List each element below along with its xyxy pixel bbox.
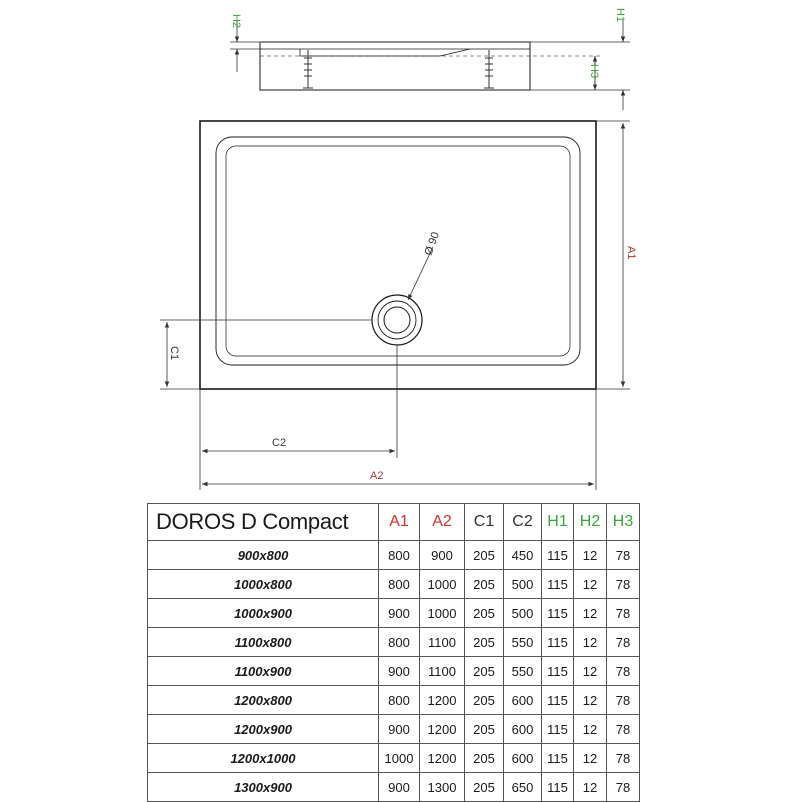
value-cell-a1: 1000 — [379, 744, 420, 773]
value-cell-h2: 12 — [574, 744, 607, 773]
value-cell-c2: 600 — [504, 715, 542, 744]
header-h1: H1 — [542, 504, 574, 541]
value-cell-c1: 205 — [465, 686, 504, 715]
table-row — [148, 773, 640, 802]
value-cell-h1: 115 — [542, 657, 574, 686]
value-cell-a1: 900 — [379, 657, 420, 686]
value-cell-h2: 12 — [574, 657, 607, 686]
value-cell-c1: 205 — [465, 570, 504, 599]
value-cell-c1: 205 — [465, 541, 504, 570]
table-row — [148, 657, 640, 686]
value-cell-h2: 12 — [574, 599, 607, 628]
table-body — [148, 541, 640, 802]
label-h3: H3 — [588, 64, 600, 79]
header-h3: H3 — [607, 504, 640, 541]
value-cell-h3: 78 — [607, 599, 640, 628]
value-cell-a2: 1200 — [420, 744, 465, 773]
value-cell-c1: 205 — [465, 773, 504, 802]
tray-outer-edge — [200, 121, 596, 389]
value-cell-a1: 800 — [379, 570, 420, 599]
value-cell-h1: 115 — [542, 628, 574, 657]
value-cell-c2: 550 — [504, 628, 542, 657]
header-h2: H2 — [574, 504, 607, 541]
dimension-h1-h3 — [530, 20, 630, 110]
model-cell: 1100x900 — [148, 657, 379, 686]
value-cell-c1: 205 — [465, 657, 504, 686]
value-cell-a2: 1300 — [420, 773, 465, 802]
value-cell-c1: 205 — [465, 744, 504, 773]
header-c1: C1 — [465, 504, 504, 541]
value-cell-c2: 500 — [504, 599, 542, 628]
header-c2: C2 — [504, 504, 542, 541]
value-cell-a2: 1000 — [420, 599, 465, 628]
value-cell-h3: 78 — [607, 715, 640, 744]
value-cell-c2: 650 — [504, 773, 542, 802]
value-cell-c2: 500 — [504, 570, 542, 599]
table-row — [148, 541, 640, 570]
value-cell-h2: 12 — [574, 686, 607, 715]
model-cell: 1000x900 — [148, 599, 379, 628]
model-cell: 1200x1000 — [148, 744, 379, 773]
value-cell-h3: 78 — [607, 570, 640, 599]
value-cell-h1: 115 — [542, 686, 574, 715]
value-cell-a1: 800 — [379, 628, 420, 657]
model-cell: 900x800 — [148, 541, 379, 570]
label-drain-diameter: Ø 90 — [422, 230, 442, 258]
value-cell-a1: 800 — [379, 541, 420, 570]
value-cell-h2: 12 — [574, 628, 607, 657]
label-a1: A1 — [625, 246, 637, 260]
dimensions-table — [147, 503, 640, 802]
value-cell-c2: 450 — [504, 541, 542, 570]
value-cell-h1: 115 — [542, 715, 574, 744]
dimension-a2 — [202, 389, 596, 490]
value-cell-c2: 600 — [504, 744, 542, 773]
table-title: DOROS D Compact — [148, 504, 379, 541]
top-view — [200, 121, 596, 389]
value-cell-c1: 205 — [465, 599, 504, 628]
drain-outer-ring — [372, 295, 422, 345]
side-view — [260, 42, 600, 90]
table-row — [148, 744, 640, 773]
value-cell-h3: 78 — [607, 657, 640, 686]
label-c1: C1 — [168, 346, 180, 361]
model-cell: 1300x900 — [148, 773, 379, 802]
table-row — [148, 570, 640, 599]
value-cell-a2: 900 — [420, 541, 465, 570]
label-h2: H2 — [230, 14, 242, 29]
value-cell-a2: 1200 — [420, 715, 465, 744]
label-a2: A2 — [370, 470, 384, 482]
value-cell-h1: 115 — [542, 541, 574, 570]
value-cell-a2: 1000 — [420, 570, 465, 599]
model-cell: 1000x800 — [148, 570, 379, 599]
value-cell-c2: 550 — [504, 657, 542, 686]
model-cell: 1200x800 — [148, 686, 379, 715]
value-cell-c1: 205 — [465, 715, 504, 744]
value-cell-a1: 900 — [379, 715, 420, 744]
value-cell-c1: 205 — [465, 628, 504, 657]
value-cell-h1: 115 — [542, 570, 574, 599]
header-a2: A2 — [420, 504, 465, 541]
value-cell-h3: 78 — [607, 773, 640, 802]
table-row — [148, 715, 640, 744]
value-cell-h2: 12 — [574, 570, 607, 599]
table-row — [148, 628, 640, 657]
table-row — [148, 686, 640, 715]
value-cell-h2: 12 — [574, 715, 607, 744]
value-cell-h3: 78 — [607, 628, 640, 657]
value-cell-h3: 78 — [607, 744, 640, 773]
value-cell-h3: 78 — [607, 686, 640, 715]
value-cell-h2: 12 — [574, 541, 607, 570]
model-cell: 1100x800 — [148, 628, 379, 657]
value-cell-a2: 1200 — [420, 686, 465, 715]
value-cell-h1: 115 — [542, 773, 574, 802]
label-h1: H1 — [614, 8, 626, 23]
value-cell-h2: 12 — [574, 773, 607, 802]
value-cell-c2: 600 — [504, 686, 542, 715]
dimension-a1 — [596, 121, 630, 389]
value-cell-a2: 1100 — [420, 628, 465, 657]
header-a1: A1 — [379, 504, 420, 541]
table-row — [148, 599, 640, 628]
value-cell-h1: 115 — [542, 744, 574, 773]
value-cell-a1: 900 — [379, 773, 420, 802]
value-cell-h3: 78 — [607, 541, 640, 570]
value-cell-a1: 800 — [379, 686, 420, 715]
label-c2: C2 — [272, 437, 287, 449]
value-cell-h1: 115 — [542, 599, 574, 628]
model-cell: 1200x900 — [148, 715, 379, 744]
value-cell-a2: 1100 — [420, 657, 465, 686]
table-header-row — [148, 504, 640, 541]
value-cell-a1: 900 — [379, 599, 420, 628]
